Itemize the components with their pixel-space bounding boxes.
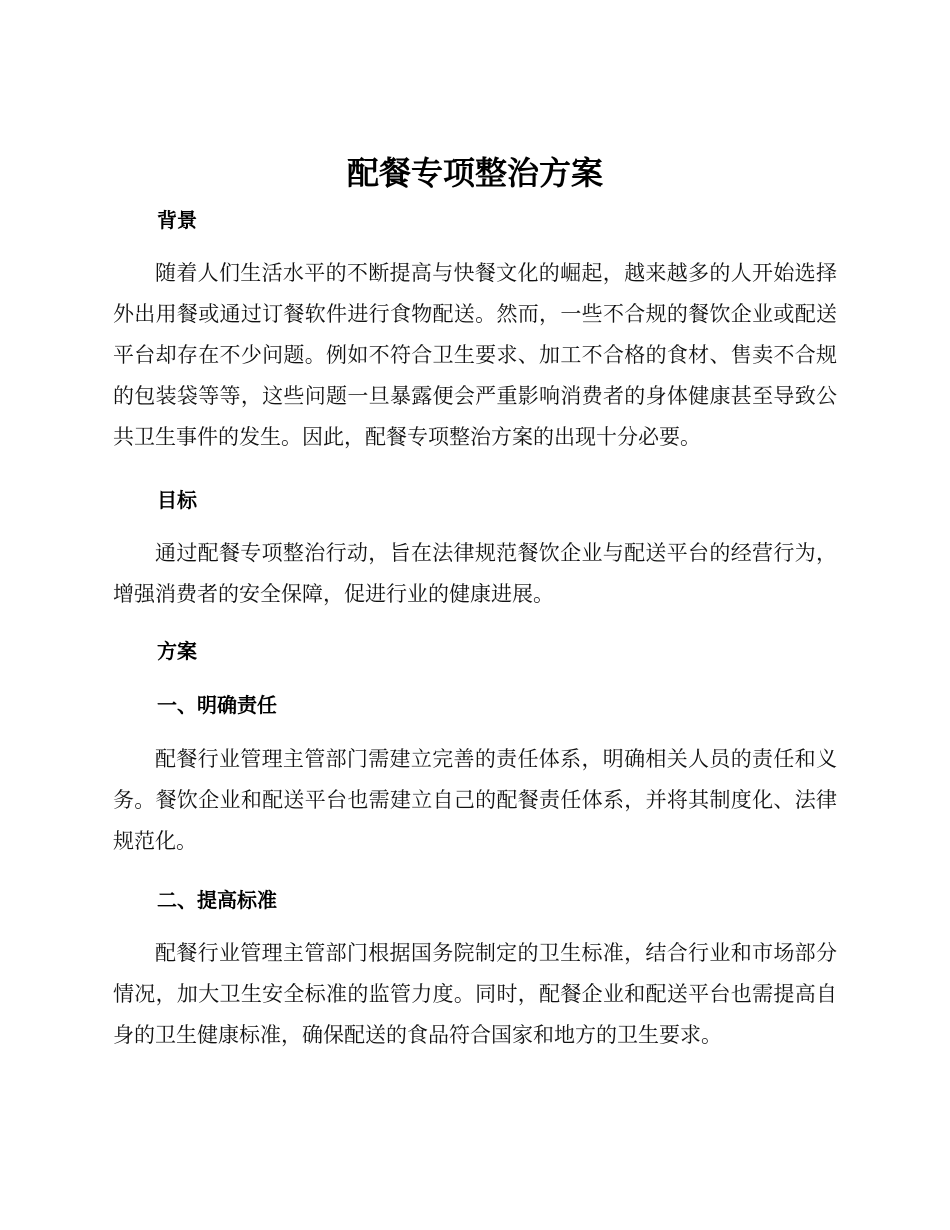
section-heading-background: 背景 bbox=[157, 208, 197, 232]
document-title: 配餐专项整治方案 bbox=[346, 154, 603, 192]
section-heading-responsibility: 一、明确责任 bbox=[157, 693, 277, 717]
section-paragraph-responsibility: 配餐行业管理主管部门需建立完善的责任体系，明确相关人员的责任和义务。餐饮企业和配送平台也需建立自己的配餐责任体系，并将其制度化、法律规范化。 bbox=[113, 747, 837, 853]
section-paragraph-goal: 通过配餐专项整治行动，旨在法律规范餐饮企业与配送平台的经营行为，增强消费者的安全保障，促进行业的健康进展。 bbox=[113, 541, 837, 606]
section-heading-standards: 二、提高标准 bbox=[157, 888, 277, 912]
section-heading-plan: 方案 bbox=[157, 639, 197, 663]
section-heading-goal: 目标 bbox=[157, 488, 197, 512]
section-paragraph-background: 随着人们生活水平的不断提高与快餐文化的崛起，越来越多的人开始选择外出用餐或通过订餐软件进行食物配送。然而，一些不合规的餐饮企业或配送平台却存在不少问题。例如不符合卫生要求、加工不合格的食材、售卖不合规的包装袋等等，这些问题一旦暴露便会严重影响消费者的身体健康甚至导致公共卫生事件的发生。因此，配餐专项整治方案的出现十分必要。 bbox=[113, 261, 837, 449]
section-paragraph-standards: 配餐行业管理主管部门根据国务院制定的卫生标准，结合行业和市场部分情况，加大卫生安全标准的监管力度。同时，配餐企业和配送平台也需提高自身的卫生健康标准，确保配送的食品符合国家和地方的卫生要求。 bbox=[113, 941, 837, 1047]
